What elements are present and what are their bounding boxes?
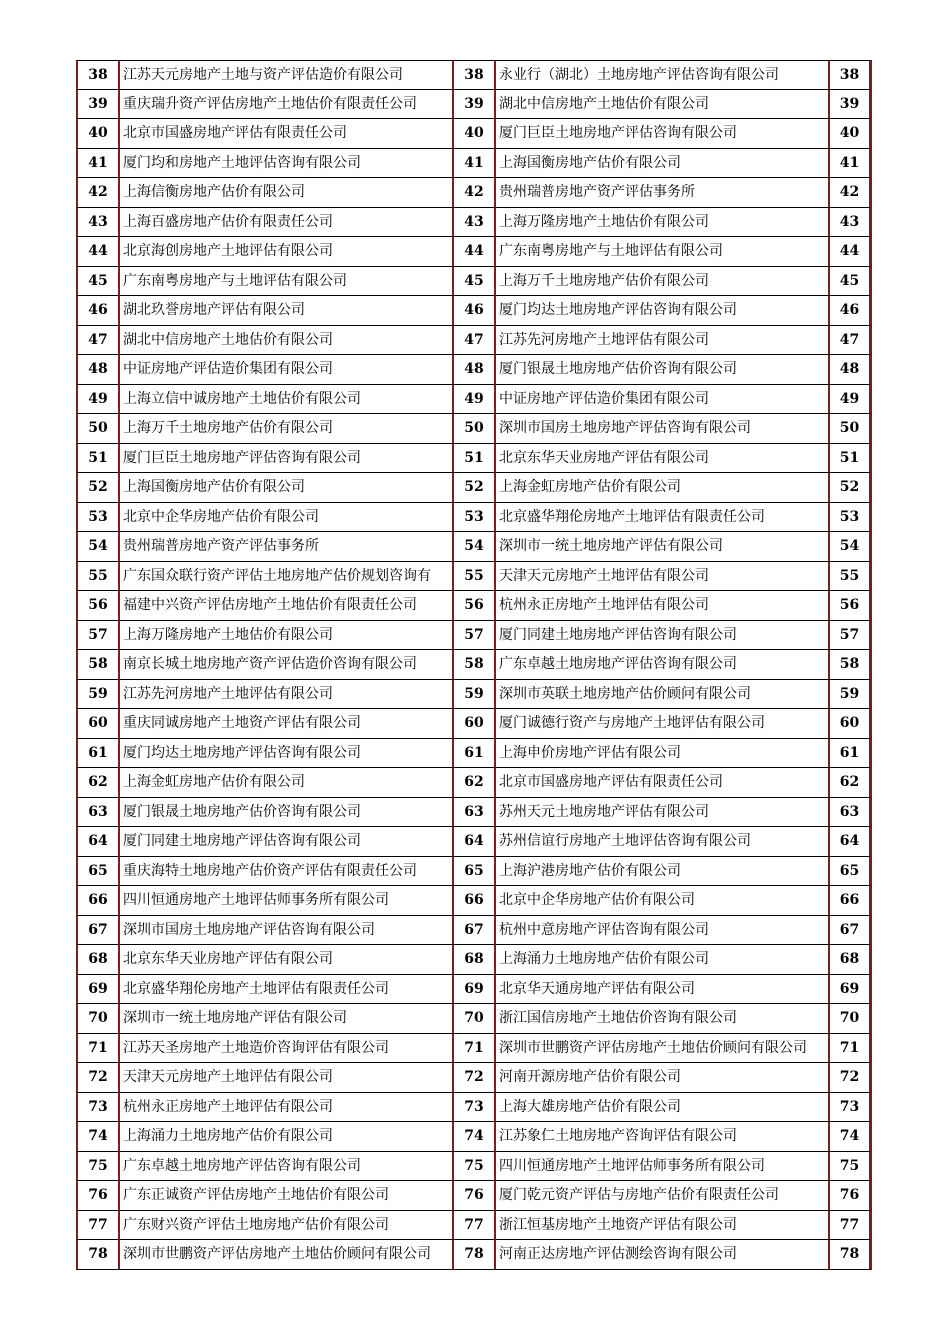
table-row <box>76 90 874 120</box>
rank-middle: 54 <box>452 532 496 562</box>
table-row <box>76 591 874 621</box>
ranking-table <box>76 60 874 1270</box>
company-name-right: 杭州永正房地产土地评估有限公司 <box>496 591 828 621</box>
company-name-right: 厦门巨臣土地房地产评估咨询有限公司 <box>496 119 828 149</box>
company-name-left: 北京中企华房地产估价有限公司 <box>120 503 452 533</box>
company-name-left: 厦门巨臣土地房地产评估咨询有限公司 <box>120 444 452 474</box>
table-row <box>76 1063 874 1093</box>
rank-middle: 71 <box>452 1034 496 1064</box>
rank-left: 50 <box>76 414 120 444</box>
table-row <box>76 975 874 1005</box>
company-name-left: 杭州永正房地产土地评估有限公司 <box>120 1093 452 1123</box>
rank-left: 55 <box>76 562 120 592</box>
rank-middle: 62 <box>452 768 496 798</box>
company-name-right: 贵州瑞普房地产资产评估事务所 <box>496 178 828 208</box>
table-row <box>76 119 874 149</box>
rank-middle: 76 <box>452 1181 496 1211</box>
company-name-right: 上海申价房地产评估有限公司 <box>496 739 828 769</box>
rank-middle: 60 <box>452 709 496 739</box>
rank-left: 76 <box>76 1181 120 1211</box>
company-name-left: 四川恒通房地产土地评估师事务所有限公司 <box>120 886 452 916</box>
table-row <box>76 473 874 503</box>
company-name-right: 苏州信谊行房地产土地评估咨询有限公司 <box>496 827 828 857</box>
table-row <box>76 385 874 415</box>
table-row <box>76 709 874 739</box>
company-name-right: 上海万千土地房地产估价有限公司 <box>496 267 828 297</box>
company-name-left: 广东正诚资产评估房地产土地估价有限公司 <box>120 1181 452 1211</box>
rank-right: 57 <box>828 621 872 651</box>
company-name-left: 贵州瑞普房地产资产评估事务所 <box>120 532 452 562</box>
company-name-right: 北京东华天业房地产评估有限公司 <box>496 444 828 474</box>
company-name-left: 重庆瑞升资产评估房地产土地估价有限责任公司 <box>120 90 452 120</box>
rank-middle: 46 <box>452 296 496 326</box>
table-row <box>76 414 874 444</box>
rank-left: 73 <box>76 1093 120 1123</box>
company-name-right: 深圳市英联土地房地产估价顾问有限公司 <box>496 680 828 710</box>
company-name-right: 深圳市世鹏资产评估房地产土地估价顾问有限公司 <box>496 1034 828 1064</box>
rank-middle: 55 <box>452 562 496 592</box>
table-row <box>76 1152 874 1182</box>
rank-left: 52 <box>76 473 120 503</box>
table-row <box>76 768 874 798</box>
company-name-right: 河南开源房地产估价有限公司 <box>496 1063 828 1093</box>
rank-left: 74 <box>76 1122 120 1152</box>
company-name-right: 江苏象仁土地房地产咨询评估有限公司 <box>496 1122 828 1152</box>
company-name-left: 江苏天圣房地产土地造价咨询评估有限公司 <box>120 1034 452 1064</box>
company-name-right: 上海国衡房地产估价有限公司 <box>496 149 828 179</box>
company-name-left: 上海百盛房地产估价有限责任公司 <box>120 208 452 238</box>
company-name-left: 上海涌力土地房地产估价有限公司 <box>120 1122 452 1152</box>
rank-middle: 40 <box>452 119 496 149</box>
rank-right: 75 <box>828 1152 872 1182</box>
rank-left: 60 <box>76 709 120 739</box>
rank-left: 41 <box>76 149 120 179</box>
rank-left: 69 <box>76 975 120 1005</box>
company-name-right: 杭州中意房地产评估咨询有限公司 <box>496 916 828 946</box>
rank-left: 59 <box>76 680 120 710</box>
rank-right: 47 <box>828 326 872 356</box>
table-row <box>76 1181 874 1211</box>
company-name-left: 湖北中信房地产土地估价有限公司 <box>120 326 452 356</box>
table-row <box>76 916 874 946</box>
table-row <box>76 355 874 385</box>
rank-middle: 64 <box>452 827 496 857</box>
company-name-left: 厦门均达土地房地产评估咨询有限公司 <box>120 739 452 769</box>
company-name-left: 江苏天元房地产土地与资产评估造价有限公司 <box>120 60 452 90</box>
company-name-left: 天津天元房地产土地评估有限公司 <box>120 1063 452 1093</box>
rank-left: 43 <box>76 208 120 238</box>
table-row <box>76 1240 874 1270</box>
rank-right: 59 <box>828 680 872 710</box>
rank-middle: 78 <box>452 1240 496 1270</box>
rank-right: 45 <box>828 267 872 297</box>
rank-left: 62 <box>76 768 120 798</box>
company-name-right: 上海万隆房地产土地估价有限公司 <box>496 208 828 238</box>
company-name-right: 上海大雄房地产估价有限公司 <box>496 1093 828 1123</box>
company-name-right: 广东南粤房地产与土地评估有限公司 <box>496 237 828 267</box>
rank-middle: 77 <box>452 1211 496 1241</box>
table-row <box>76 208 874 238</box>
rank-left: 78 <box>76 1240 120 1270</box>
table-row <box>76 621 874 651</box>
table-row <box>76 60 874 90</box>
company-name-left: 上海万千土地房地产估价有限公司 <box>120 414 452 444</box>
table-row <box>76 503 874 533</box>
company-name-left: 上海信衡房地产估价有限公司 <box>120 178 452 208</box>
rank-right: 39 <box>828 90 872 120</box>
company-name-left: 厦门银晟土地房地产估价咨询有限公司 <box>120 798 452 828</box>
rank-right: 68 <box>828 945 872 975</box>
company-name-right: 浙江恒基房地产土地资产评估有限公司 <box>496 1211 828 1241</box>
rank-right: 56 <box>828 591 872 621</box>
company-name-left: 福建中兴资产评估房地产土地估价有限责任公司 <box>120 591 452 621</box>
rank-middle: 75 <box>452 1152 496 1182</box>
company-name-left: 北京东华天业房地产评估有限公司 <box>120 945 452 975</box>
rank-left: 56 <box>76 591 120 621</box>
rank-middle: 63 <box>452 798 496 828</box>
rank-right: 38 <box>828 60 872 90</box>
rank-right: 74 <box>828 1122 872 1152</box>
rank-right: 61 <box>828 739 872 769</box>
company-name-right: 北京市国盛房地产评估有限责任公司 <box>496 768 828 798</box>
table-row <box>76 562 874 592</box>
table-row <box>76 798 874 828</box>
table-row <box>76 178 874 208</box>
rank-middle: 43 <box>452 208 496 238</box>
rank-left: 71 <box>76 1034 120 1064</box>
rank-middle: 65 <box>452 857 496 887</box>
table-row <box>76 680 874 710</box>
company-name-left: 上海国衡房地产估价有限公司 <box>120 473 452 503</box>
table-row <box>76 267 874 297</box>
rank-right: 54 <box>828 532 872 562</box>
table-row <box>76 296 874 326</box>
company-name-left: 上海立信中诚房地产土地估价有限公司 <box>120 385 452 415</box>
company-name-left: 北京市国盛房地产评估有限责任公司 <box>120 119 452 149</box>
rank-right: 58 <box>828 650 872 680</box>
table-row <box>76 1093 874 1123</box>
table-row <box>76 237 874 267</box>
rank-right: 65 <box>828 857 872 887</box>
rank-left: 68 <box>76 945 120 975</box>
company-name-left: 北京盛华翔伦房地产土地评估有限责任公司 <box>120 975 452 1005</box>
table-row <box>76 326 874 356</box>
rank-left: 70 <box>76 1004 120 1034</box>
table-row <box>76 1034 874 1064</box>
company-name-left: 重庆海特土地房地产估价资产评估有限责任公司 <box>120 857 452 887</box>
rank-middle: 67 <box>452 916 496 946</box>
table-row <box>76 1122 874 1152</box>
rank-middle: 53 <box>452 503 496 533</box>
rank-right: 49 <box>828 385 872 415</box>
rank-middle: 56 <box>452 591 496 621</box>
rank-left: 42 <box>76 178 120 208</box>
company-name-right: 深圳市国房土地房地产评估咨询有限公司 <box>496 414 828 444</box>
rank-right: 67 <box>828 916 872 946</box>
rank-right: 50 <box>828 414 872 444</box>
rank-right: 63 <box>828 798 872 828</box>
company-name-left: 南京长城土地房地产资产评估造价咨询有限公司 <box>120 650 452 680</box>
company-name-left: 厦门均和房地产土地评估咨询有限公司 <box>120 149 452 179</box>
company-name-left: 重庆同诚房地产土地资产评估有限公司 <box>120 709 452 739</box>
rank-right: 62 <box>828 768 872 798</box>
rank-left: 66 <box>76 886 120 916</box>
rank-middle: 47 <box>452 326 496 356</box>
company-name-right: 深圳市一统土地房地产评估有限公司 <box>496 532 828 562</box>
rank-left: 75 <box>76 1152 120 1182</box>
rank-right: 40 <box>828 119 872 149</box>
company-name-left: 上海万隆房地产土地估价有限公司 <box>120 621 452 651</box>
rank-right: 76 <box>828 1181 872 1211</box>
rank-middle: 51 <box>452 444 496 474</box>
company-name-right: 北京华天通房地产评估有限公司 <box>496 975 828 1005</box>
rank-middle: 48 <box>452 355 496 385</box>
company-name-left: 上海金虹房地产估价有限公司 <box>120 768 452 798</box>
rank-right: 70 <box>828 1004 872 1034</box>
company-name-right: 浙江国信房地产土地估价咨询有限公司 <box>496 1004 828 1034</box>
rank-right: 72 <box>828 1063 872 1093</box>
rank-left: 46 <box>76 296 120 326</box>
company-name-left: 湖北玖誉房地产评估有限公司 <box>120 296 452 326</box>
company-name-left: 广东国众联行资产评估土地房地产估价规划咨询有 <box>120 562 452 592</box>
rank-middle: 73 <box>452 1093 496 1123</box>
rank-left: 51 <box>76 444 120 474</box>
rank-left: 65 <box>76 857 120 887</box>
company-name-right: 厦门均达土地房地产评估咨询有限公司 <box>496 296 828 326</box>
table-row <box>76 149 874 179</box>
company-name-left: 深圳市国房土地房地产评估咨询有限公司 <box>120 916 452 946</box>
rank-left: 61 <box>76 739 120 769</box>
company-name-left: 深圳市世鹏资产评估房地产土地估价顾问有限公司 <box>120 1240 452 1270</box>
rank-left: 39 <box>76 90 120 120</box>
company-name-right: 湖北中信房地产土地估价有限公司 <box>496 90 828 120</box>
rank-middle: 58 <box>452 650 496 680</box>
rank-right: 51 <box>828 444 872 474</box>
rank-right: 42 <box>828 178 872 208</box>
rank-middle: 52 <box>452 473 496 503</box>
company-name-left: 深圳市一统土地房地产评估有限公司 <box>120 1004 452 1034</box>
rank-left: 72 <box>76 1063 120 1093</box>
company-name-left: 广东南粤房地产与土地评估有限公司 <box>120 267 452 297</box>
rank-right: 64 <box>828 827 872 857</box>
rank-middle: 61 <box>452 739 496 769</box>
rank-middle: 39 <box>452 90 496 120</box>
company-name-left: 中证房地产评估造价集团有限公司 <box>120 355 452 385</box>
rank-middle: 59 <box>452 680 496 710</box>
rank-middle: 50 <box>452 414 496 444</box>
company-name-right: 厦门银晟土地房地产估价咨询有限公司 <box>496 355 828 385</box>
company-name-left: 江苏先河房地产土地评估有限公司 <box>120 680 452 710</box>
rank-right: 77 <box>828 1211 872 1241</box>
rank-right: 46 <box>828 296 872 326</box>
rank-right: 48 <box>828 355 872 385</box>
company-name-right: 上海沪港房地产估价有限公司 <box>496 857 828 887</box>
rank-right: 60 <box>828 709 872 739</box>
rank-middle: 45 <box>452 267 496 297</box>
rank-right: 78 <box>828 1240 872 1270</box>
table-row <box>76 532 874 562</box>
rank-middle: 66 <box>452 886 496 916</box>
rank-left: 64 <box>76 827 120 857</box>
rank-right: 41 <box>828 149 872 179</box>
rank-middle: 44 <box>452 237 496 267</box>
table-row <box>76 886 874 916</box>
rank-left: 54 <box>76 532 120 562</box>
rank-middle: 72 <box>452 1063 496 1093</box>
company-name-right: 四川恒通房地产土地评估师事务所有限公司 <box>496 1152 828 1182</box>
company-name-right: 上海金虹房地产估价有限公司 <box>496 473 828 503</box>
rank-middle: 38 <box>452 60 496 90</box>
company-name-right: 厦门乾元资产评估与房地产估价有限责任公司 <box>496 1181 828 1211</box>
rank-left: 48 <box>76 355 120 385</box>
rank-right: 43 <box>828 208 872 238</box>
rank-right: 73 <box>828 1093 872 1123</box>
rank-middle: 57 <box>452 621 496 651</box>
company-name-right: 河南正达房地产评估测绘咨询有限公司 <box>496 1240 828 1270</box>
rank-left: 40 <box>76 119 120 149</box>
company-name-right: 苏州天元土地房地产评估有限公司 <box>496 798 828 828</box>
rank-right: 55 <box>828 562 872 592</box>
rank-left: 63 <box>76 798 120 828</box>
table-row <box>76 827 874 857</box>
company-name-left: 广东财兴资产评估土地房地产估价有限公司 <box>120 1211 452 1241</box>
rank-left: 47 <box>76 326 120 356</box>
company-name-left: 北京海创房地产土地评估有限公司 <box>120 237 452 267</box>
table-row <box>76 1004 874 1034</box>
table-row <box>76 1211 874 1241</box>
company-name-right: 永业行（湖北）土地房地产评估咨询有限公司 <box>496 60 828 90</box>
company-name-right: 上海涌力土地房地产估价有限公司 <box>496 945 828 975</box>
rank-left: 77 <box>76 1211 120 1241</box>
rank-left: 53 <box>76 503 120 533</box>
company-name-right: 中证房地产评估造价集团有限公司 <box>496 385 828 415</box>
rank-left: 67 <box>76 916 120 946</box>
rank-middle: 42 <box>452 178 496 208</box>
company-name-right: 厦门同建土地房地产评估咨询有限公司 <box>496 621 828 651</box>
company-name-right: 北京中企华房地产估价有限公司 <box>496 886 828 916</box>
table-row <box>76 739 874 769</box>
rank-middle: 69 <box>452 975 496 1005</box>
company-name-left: 厦门同建土地房地产评估咨询有限公司 <box>120 827 452 857</box>
company-name-right: 厦门诚德行资产与房地产土地评估有限公司 <box>496 709 828 739</box>
table-row <box>76 945 874 975</box>
rank-right: 69 <box>828 975 872 1005</box>
company-name-right: 广东卓越土地房地产评估咨询有限公司 <box>496 650 828 680</box>
rank-middle: 41 <box>452 149 496 179</box>
rank-left: 57 <box>76 621 120 651</box>
rank-right: 44 <box>828 237 872 267</box>
rank-left: 58 <box>76 650 120 680</box>
rank-middle: 68 <box>452 945 496 975</box>
company-name-left: 广东卓越土地房地产评估咨询有限公司 <box>120 1152 452 1182</box>
rank-middle: 49 <box>452 385 496 415</box>
rank-left: 49 <box>76 385 120 415</box>
rank-left: 38 <box>76 60 120 90</box>
table-row <box>76 857 874 887</box>
rank-right: 66 <box>828 886 872 916</box>
rank-right: 52 <box>828 473 872 503</box>
company-name-right: 天津天元房地产土地评估有限公司 <box>496 562 828 592</box>
rank-left: 44 <box>76 237 120 267</box>
table-row <box>76 650 874 680</box>
rank-right: 53 <box>828 503 872 533</box>
table-row <box>76 444 874 474</box>
rank-middle: 74 <box>452 1122 496 1152</box>
company-name-right: 江苏先河房地产土地评估有限公司 <box>496 326 828 356</box>
rank-right: 71 <box>828 1034 872 1064</box>
rank-left: 45 <box>76 267 120 297</box>
rank-middle: 70 <box>452 1004 496 1034</box>
company-name-right: 北京盛华翔伦房地产土地评估有限责任公司 <box>496 503 828 533</box>
